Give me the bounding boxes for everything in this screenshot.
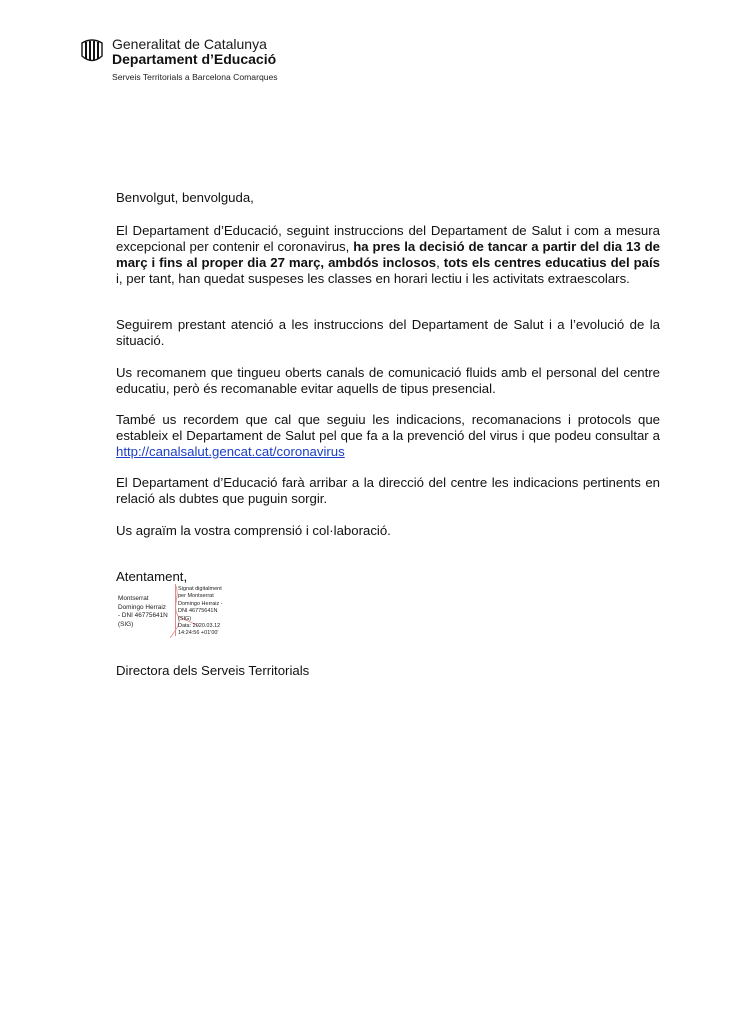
signature-detail-line: 14:24:56 +01'00' — [178, 630, 219, 637]
signature-detail-line: Data: 2020.03.12 — [178, 623, 221, 630]
closing-salutation: Atentament, — [116, 569, 188, 584]
digital-signature — [118, 580, 238, 650]
paragraph-followup: Seguirem prestant atenció a les instruccions del Departament de Salut i a l’evolució de la situació. — [116, 317, 660, 348]
organization-name: Generalitat de Catalunya — [112, 36, 267, 52]
signature-detail-line: per Montserrat — [178, 593, 214, 600]
subunit-name: Serveis Territorials a Barcelona Comarques — [112, 72, 278, 82]
closure-decision: ha pres la decisió de tancar a partir del dia 13 de març i fins al proper dia 27 març, ambdós inclosos — [116, 239, 660, 270]
paragraph-protocols-text: També us recordem que cal que seguiu les indicacions, recomanacions i protocols que estableix el Departament de Salut pel que fa a la prevenció del virus i que podeu consultar a — [116, 412, 660, 443]
generalitat-logo-icon — [80, 38, 104, 64]
paragraph-closure-intro: El Departament d’Educació, seguint instruccions del Departament de Salut i com a mesura excepcional per contenir el coronavirus, — [116, 223, 660, 254]
paragraph-closure-end: i, per tant, han quedat suspeses les classes en horari lectiu i les activitats extraescolars. — [116, 271, 630, 286]
signature-detail-line: Domingo Herraiz - — [178, 600, 223, 607]
closure-scope: tots els centres educatius del país — [443, 255, 661, 270]
closure-comma: , — [436, 255, 444, 270]
department-name: Departament d’Educació — [112, 51, 277, 67]
signature-detail-line: DNI 46775641N — [178, 608, 218, 615]
signer-name-line: Domingo Herraiz — [118, 603, 166, 611]
greeting: Benvolgut, benvolguda, — [116, 190, 254, 205]
signer-name-line: Montserrat — [118, 595, 149, 602]
signature-divider — [175, 584, 176, 636]
signer-title: Directora dels Serveis Territorials — [116, 663, 310, 678]
signature-detail-line: (SIG) — [178, 615, 192, 622]
letterhead — [80, 36, 340, 88]
paragraph-thanks: Us agraïm la vostra comprensió i col·laboració. — [116, 523, 391, 538]
signer-name-line: - DNI 46775641N — [118, 612, 168, 620]
signature-details — [178, 586, 248, 638]
paragraph-protocols — [116, 412, 660, 460]
paragraph-indications: El Departament d’Educació farà arribar a la direcció del centre les indicacions pertinents en relació als dubtes que puguin sorgir. — [116, 475, 660, 506]
signer-name-block — [118, 595, 176, 629]
paragraph-communication: Us recomanem que tingueu oberts canals de comunicació fluids amb el personal del centre educatiu, però és recomanable evitar aquells de tipus presencial. — [116, 365, 660, 396]
signer-name-line: (SIG) — [118, 620, 134, 628]
canalsalut-link[interactable]: http://canalsalut.gencat.cat/coronavirus — [116, 444, 345, 459]
paragraph-closure — [116, 223, 660, 287]
signature-detail-line: Signat digitalment — [178, 586, 222, 592]
